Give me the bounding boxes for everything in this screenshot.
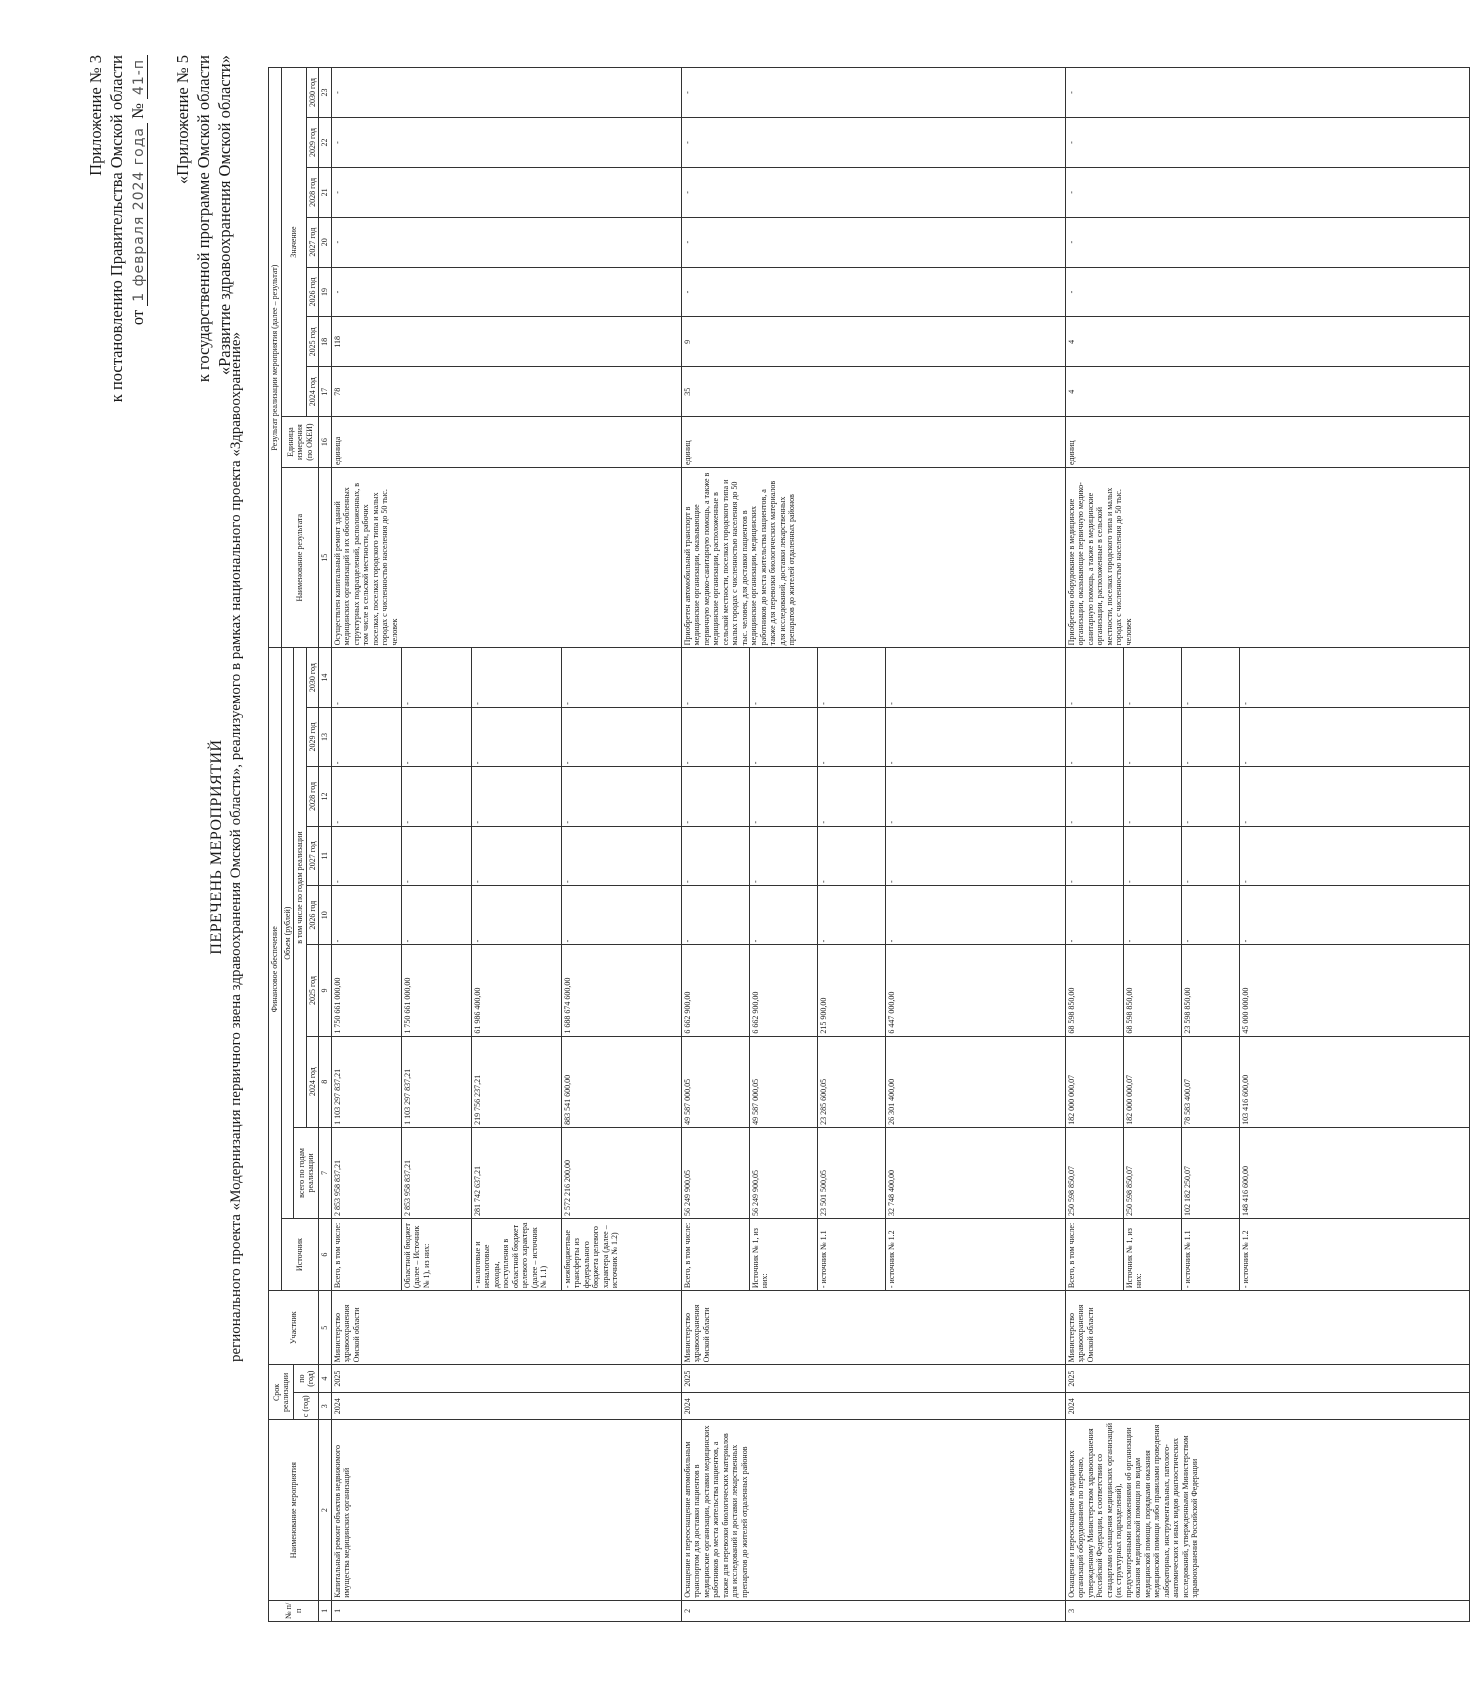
amount-y25: 1 750 661 000,00 xyxy=(331,945,401,1036)
amount-total: 2 853 958 837,21 xyxy=(331,1127,401,1218)
amount-y27: - xyxy=(1181,826,1239,885)
result-value: - xyxy=(1065,267,1469,317)
funding-source: - источник № 1.2 xyxy=(1239,1219,1469,1291)
col-to: по (год) xyxy=(294,1365,319,1393)
term-to: 2025 xyxy=(1065,1365,1469,1393)
amount-y24: 78 583 400,07 xyxy=(1181,1036,1239,1127)
result-value: - xyxy=(1065,167,1469,217)
amount-y30: - xyxy=(885,648,1065,708)
amount-y29: - xyxy=(817,707,885,766)
result-name: Осуществлен капитальный ремонт зданий медицинских организаций и их обособленных структурных подразделений, расположенных, в том числе в сельской местности, рабочих поселках, поселках городского типа и малых городах с численностью населения до 50 тыс. человек xyxy=(331,468,681,648)
col-val-2025: 2025 год xyxy=(306,317,319,367)
program-ref: к государственной программе Омской области xyxy=(194,55,213,383)
result-value: - xyxy=(681,68,1065,118)
col-fin-2025: 2025 год xyxy=(306,945,319,1036)
amount-y26: - xyxy=(561,886,681,945)
colnum: 17 xyxy=(319,367,332,417)
amount-y29: - xyxy=(401,707,471,766)
participant: Министерство здравоохранения Омской области xyxy=(681,1291,1065,1365)
amount-y27: - xyxy=(885,826,1065,885)
colnum: 7 xyxy=(319,1127,332,1218)
colnum: 3 xyxy=(319,1392,332,1420)
document-subtitle: регионального проекта «Модернизация первичного звена здравоохранения Омской области», реализуемого в рамках национального проекта «Здравоохранение» xyxy=(228,331,244,1363)
amount-total: 32 748 400,00 xyxy=(885,1127,1065,1218)
amount-total: 56 249 900,05 xyxy=(681,1127,749,1218)
colnum: 23 xyxy=(319,68,332,118)
amount-y28: - xyxy=(885,767,1065,826)
col-term: Срок реализации xyxy=(269,1365,294,1420)
amount-y27: - xyxy=(561,826,681,885)
colnum: 9 xyxy=(319,945,332,1036)
amount-y25: 68 598 850,00 xyxy=(1065,945,1123,1036)
amount-y24: 103 416 600,00 xyxy=(1239,1036,1469,1127)
table-row xyxy=(331,68,401,1622)
col-fin-2030: 2030 год xyxy=(306,648,319,708)
amount-y24: 23 285 600,05 xyxy=(817,1036,885,1127)
amount-y30: - xyxy=(817,648,885,708)
result-value: - xyxy=(681,118,1065,168)
amount-y30: - xyxy=(1065,648,1123,708)
number-prefix: № xyxy=(128,103,147,119)
col-result-name: Наименование результата xyxy=(281,468,319,648)
funding-source: - межбюджетные трансферты из федерального бюджета целевого характера (далее – источник № 1.2) xyxy=(561,1219,681,1291)
col-total: всего по годам реализации xyxy=(294,1127,319,1218)
colnum: 20 xyxy=(319,217,332,267)
funding-source: Областной бюджет (далее – Источник № 1), из них: xyxy=(401,1219,471,1291)
term-from: 2024 xyxy=(1065,1392,1469,1420)
result-value: - xyxy=(681,267,1065,317)
amount-y29: - xyxy=(1239,707,1469,766)
col-by-years: в том числе по годам реализации xyxy=(294,648,307,1127)
amount-y24: 1 103 297 837,21 xyxy=(401,1036,471,1127)
amount-y26: - xyxy=(1065,886,1123,945)
result-value: - xyxy=(1065,217,1469,267)
result-unit: единиц xyxy=(681,417,1065,468)
amount-y24: 182 000 000,07 xyxy=(1065,1036,1123,1127)
amount-y25: 215 900,00 xyxy=(817,945,885,1036)
date-prefix: от xyxy=(128,309,147,326)
amount-y29: - xyxy=(1181,707,1239,766)
result-value: - xyxy=(331,118,681,168)
amount-y26: - xyxy=(401,886,471,945)
result-value: - xyxy=(331,217,681,267)
col-result: Результат реализации мероприятия (далее – результат) xyxy=(269,68,282,648)
amount-y24: 182 000 000,07 xyxy=(1123,1036,1181,1127)
number-value: 41-п xyxy=(131,55,148,99)
document-title: ПЕРЕЧЕНЬ МЕРОПРИЯТИЙ xyxy=(208,739,225,955)
amount-y28: - xyxy=(1123,767,1181,826)
amount-y28: - xyxy=(1065,767,1123,826)
amount-y30: - xyxy=(749,648,817,708)
result-value: 118 xyxy=(331,317,681,367)
amount-y30: - xyxy=(471,648,561,708)
col-val-2024: 2024 год xyxy=(306,367,319,417)
result-unit: единица xyxy=(331,417,681,468)
colnum: 18 xyxy=(319,317,332,367)
col-fin-2028: 2028 год xyxy=(306,767,319,826)
colnum: 10 xyxy=(319,886,332,945)
result-value: - xyxy=(1065,68,1469,118)
colnum: 6 xyxy=(319,1219,332,1291)
col-fin-2027: 2027 год xyxy=(306,826,319,885)
amount-y25: 6 447 000,00 xyxy=(885,945,1065,1036)
funding-source: Всего, в том числе: xyxy=(681,1219,749,1291)
amount-y27: - xyxy=(331,826,401,885)
amount-y30: - xyxy=(681,648,749,708)
amount-y27: - xyxy=(681,826,749,885)
amount-y27: - xyxy=(401,826,471,885)
amount-y24: 49 587 000,05 xyxy=(681,1036,749,1127)
resolution-ref: к постановлению Правительства Омской области xyxy=(107,55,126,403)
amount-y24: 219 756 237,21 xyxy=(471,1036,561,1127)
col-participant: Участник xyxy=(269,1291,319,1365)
date-value: 1 февраля 2024 года xyxy=(131,123,148,306)
amount-y27: - xyxy=(817,826,885,885)
amount-y26: - xyxy=(331,886,401,945)
colnum: 4 xyxy=(319,1365,332,1393)
participant: Министерство здравоохранения Омской области xyxy=(1065,1291,1469,1365)
amount-y28: - xyxy=(471,767,561,826)
amount-y30: - xyxy=(1239,648,1469,708)
participant: Министерство здравоохранения Омской области xyxy=(331,1291,681,1365)
amount-y28: - xyxy=(561,767,681,826)
colnum: 1 xyxy=(319,1600,332,1621)
amount-total: 56 249 900,05 xyxy=(749,1127,817,1218)
appendix-number: Приложение № 3 xyxy=(86,55,105,176)
amount-y28: - xyxy=(817,767,885,826)
amount-y25: 1 750 661 000,00 xyxy=(401,945,471,1036)
amount-y28: - xyxy=(749,767,817,826)
amount-y25: 6 662 900,00 xyxy=(749,945,817,1036)
amount-total: 281 742 637,21 xyxy=(471,1127,561,1218)
amount-total: 23 501 500,05 xyxy=(817,1127,885,1218)
funding-source: Всего, в том числе: xyxy=(1065,1219,1123,1291)
resolution-date-line xyxy=(127,55,150,655)
col-val-2029: 2029 год xyxy=(306,118,319,168)
colnum: 13 xyxy=(319,707,332,766)
col-fin-2026: 2026 год xyxy=(306,886,319,945)
amount-y29: - xyxy=(471,707,561,766)
amount-y29: - xyxy=(1065,707,1123,766)
amount-y26: - xyxy=(749,886,817,945)
amount-total: 2 853 958 837,21 xyxy=(401,1127,471,1218)
amount-y27: - xyxy=(1239,826,1469,885)
appendix-5: «Приложение № 5 xyxy=(173,55,192,185)
column-numbers-row xyxy=(319,68,332,1622)
col-fin-2024: 2024 год xyxy=(306,1036,319,1127)
amount-y26: - xyxy=(817,886,885,945)
result-value: - xyxy=(681,167,1065,217)
col-no: № п/п xyxy=(269,1600,319,1621)
result-unit: единиц xyxy=(1065,417,1469,468)
table-body xyxy=(331,68,1469,1622)
colnum: 21 xyxy=(319,167,332,217)
amount-y29: - xyxy=(331,707,401,766)
colnum: 11 xyxy=(319,826,332,885)
funding-source: - источник № 1.2 xyxy=(885,1219,1065,1291)
col-val-2026: 2026 год xyxy=(306,267,319,317)
amount-y27: - xyxy=(749,826,817,885)
result-value: 4 xyxy=(1065,317,1469,367)
amount-y25: 6 662 900,00 xyxy=(681,945,749,1036)
table-row xyxy=(1065,68,1123,1622)
amount-y29: - xyxy=(681,707,749,766)
amount-y29: - xyxy=(1123,707,1181,766)
amount-y26: - xyxy=(471,886,561,945)
result-value: 9 xyxy=(681,317,1065,367)
col-source: Источник xyxy=(281,1219,319,1291)
amount-y27: - xyxy=(471,826,561,885)
colnum: 16 xyxy=(319,417,332,468)
funding-source: - источник № 1.1 xyxy=(817,1219,885,1291)
measure-name: Оснащение и переоснащение автомобильным транспортом для доставки пациентов в медицинские организации, доставки медицинских работников до места жительства пациентов, а также для перевозки биологических материалов для исследований и доставки лекарственных препаратов до жителей отдаленных районов xyxy=(681,1420,1065,1600)
amount-total: 2 572 216 200,00 xyxy=(561,1127,681,1218)
amount-y25: 1 688 674 600,00 xyxy=(561,945,681,1036)
colnum: 14 xyxy=(319,648,332,708)
table-row xyxy=(681,68,749,1622)
col-from: с (год) xyxy=(294,1392,319,1420)
col-fin-2029: 2029 год xyxy=(306,707,319,766)
amount-y28: - xyxy=(1181,767,1239,826)
result-name: Приобретено оборудование в медицинские организации, оказывающие первичную медико-санитарную помощь, а также в медицинские организации, расположенные в сельской местности, поселках городского типа и малых городах с численностью населения до 50 тыс. человек xyxy=(1065,468,1469,648)
amount-y27: - xyxy=(1123,826,1181,885)
colnum: 2 xyxy=(319,1420,332,1600)
result-value: 78 xyxy=(331,367,681,417)
amount-y30: - xyxy=(1181,648,1239,708)
col-value: Значение xyxy=(281,68,306,417)
amount-y28: - xyxy=(681,767,749,826)
amount-y26: - xyxy=(1181,886,1239,945)
term-from: 2024 xyxy=(331,1392,681,1420)
result-value: - xyxy=(1065,118,1469,168)
colnum: 19 xyxy=(319,267,332,317)
term-to: 2025 xyxy=(681,1365,1065,1393)
amount-y26: - xyxy=(885,886,1065,945)
result-value: - xyxy=(331,167,681,217)
amount-y28: - xyxy=(401,767,471,826)
result-value: - xyxy=(681,217,1065,267)
amount-y28: - xyxy=(331,767,401,826)
amount-y29: - xyxy=(749,707,817,766)
amount-y26: - xyxy=(681,886,749,945)
amount-y29: - xyxy=(561,707,681,766)
col-financing: Финансовое обеспечение xyxy=(269,648,282,1291)
funding-source: Всего, в том числе: xyxy=(331,1219,401,1291)
col-val-2028: 2028 год xyxy=(306,167,319,217)
amount-y25: 68 598 850,00 xyxy=(1123,945,1181,1036)
measures-table xyxy=(268,67,1470,1622)
amount-total: 102 182 250,07 xyxy=(1181,1127,1239,1218)
col-val-2027: 2027 год xyxy=(306,217,319,267)
row-number: 3 xyxy=(1065,1600,1469,1621)
result-value: - xyxy=(331,68,681,118)
col-val-2030: 2030 год xyxy=(306,68,319,118)
measure-name: Капитальный ремонт объектов недвижимого имущества медицинских организаций xyxy=(331,1420,681,1600)
colnum: 8 xyxy=(319,1036,332,1127)
colnum: 5 xyxy=(319,1291,332,1365)
amount-y25: 61 986 400,00 xyxy=(471,945,561,1036)
colnum: 12 xyxy=(319,767,332,826)
funding-source: - налоговые и неналоговые доходы, поступления в областной бюджет целевого характера (далее – источник № 1.1) xyxy=(471,1219,561,1291)
amount-y26: - xyxy=(1123,886,1181,945)
amount-y30: - xyxy=(331,648,401,708)
term-to: 2025 xyxy=(331,1365,681,1393)
funding-source: Источник № 1, из них: xyxy=(749,1219,817,1291)
result-value: 35 xyxy=(681,367,1065,417)
result-value: - xyxy=(331,267,681,317)
col-unit: Единица измерения (по ОКЕИ) xyxy=(281,417,319,468)
result-name: Приобретен автомобильный транспорт в медицинские организации, оказывающие первичную медико-санитарную помощь, а также в медицинские организации, расположенные в сельской местности, поселках городского типа и малых городах с численностью населения до 50 тыс. человек, для доставки пациентов в медицинские организации, медицинских работников до места жительства пациентов, а также для перевозки биологических материалов для исследований, доставки лекарственных препаратов до жителей отдаленных районов xyxy=(681,468,1065,648)
amount-total: 148 416 600,00 xyxy=(1239,1127,1469,1218)
amount-y24: 1 103 297 837,21 xyxy=(331,1036,401,1127)
row-number: 2 xyxy=(681,1600,1065,1621)
amount-total: 250 598 850,07 xyxy=(1065,1127,1123,1218)
amount-y24: 26 301 400,00 xyxy=(885,1036,1065,1127)
funding-source: Источник № 1, из них: xyxy=(1123,1219,1181,1291)
term-from: 2024 xyxy=(681,1392,1065,1420)
program-name: «Развитие здравоохранения Омской области» xyxy=(215,55,234,376)
amount-y24: 883 541 600,00 xyxy=(561,1036,681,1127)
amount-y25: 45 000 000,00 xyxy=(1239,945,1469,1036)
result-value: 4 xyxy=(1065,367,1469,417)
col-volume: Объем (рублей) xyxy=(281,648,294,1219)
colnum: 15 xyxy=(319,468,332,648)
amount-y29: - xyxy=(885,707,1065,766)
amount-y24: 49 587 000,05 xyxy=(749,1036,817,1127)
funding-source: - источник № 1.1 xyxy=(1181,1219,1239,1291)
colnum: 22 xyxy=(319,118,332,168)
amount-y30: - xyxy=(561,648,681,708)
measure-name: Оснащение и переоснащение медицинских организаций оборудованием по перечню, утвержденному Министерством здравоохранения Российской Федерации, в соответствии со стандартами оснащения медицинских организаций (их структурных подразделений), предусмотренными положениями об организации оказания медицинской помощи по видам медицинской помощи, порядками оказания медицинской помощи либо правилами проведения лабораторных, инструментальных, патолого-анатомических и иных видов диагностических исследований, утвержденными Министерством здравоохранения Российской Федерации xyxy=(1065,1420,1469,1600)
amount-total: 250 598 850,07 xyxy=(1123,1127,1181,1218)
amount-y27: - xyxy=(1065,826,1123,885)
col-name: Наименование мероприятия xyxy=(269,1420,319,1600)
amount-y26: - xyxy=(1239,886,1469,945)
amount-y25: 23 598 850,00 xyxy=(1181,945,1239,1036)
row-number: 1 xyxy=(331,1600,681,1621)
amount-y30: - xyxy=(401,648,471,708)
amount-y30: - xyxy=(1123,648,1181,708)
amount-y28: - xyxy=(1239,767,1469,826)
